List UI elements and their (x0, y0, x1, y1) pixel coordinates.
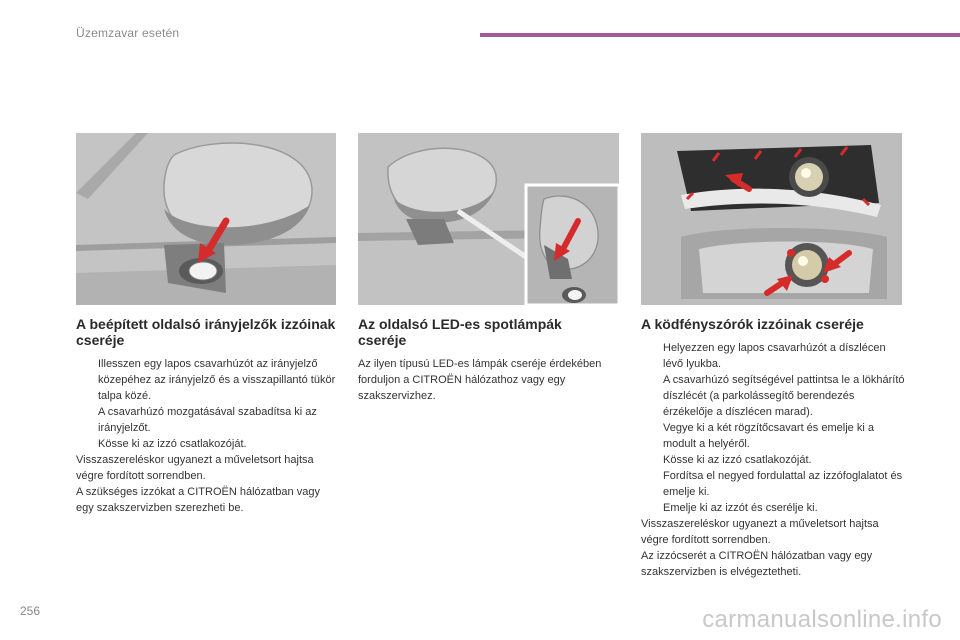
step-text: Illesszen egy lapos csavarhúzót az irányjelző közepéhez az irányjelző és a visszapillantó tükör talpa közé. (98, 358, 336, 402)
section-mirror-indicator (76, 316, 338, 516)
list-item (641, 468, 905, 500)
led-spotlamp-illustration (358, 133, 619, 305)
paragraph: A szükséges izzókat a CITROËN hálózatban vagy egy szakszervizben szerezheti be. (76, 486, 320, 514)
paragraph: Az izzócserét a CITROËN hálózatban vagy egy szakszervizben is elvégeztetheti. (641, 550, 873, 578)
step-text: A csavarhúzó mozgatásával szabadítsa ki az irányjelzőt. (98, 406, 317, 434)
list-item (76, 356, 338, 404)
section-title: A beépített oldalsó irányjelzők izzóinak cseréje (76, 316, 336, 348)
section-title: Az oldalsó LED-es spotlámpák cseréje (358, 316, 562, 348)
step-list (641, 340, 905, 516)
list-item (641, 372, 905, 420)
list-item (641, 452, 905, 468)
paragraph: Az ilyen típusú LED-es lámpák cseréje érdekében forduljon a CITROËN hálózathoz vagy egy szakszervizhez. (358, 358, 602, 402)
step-text: Emelje ki az izzót és cserélje ki. (663, 502, 818, 514)
fog-lamp-illustration (641, 133, 902, 305)
mirror-indicator-illustration (76, 133, 336, 305)
step-text: Helyezzen egy lapos csavarhúzót a díszlécen lévő lyukba. (663, 342, 886, 370)
step-text: Kösse ki az izzó csatlakozóját. (98, 438, 247, 450)
list-item (76, 436, 338, 452)
watermark: carmanualsonline.info (702, 606, 942, 633)
step-text: Fordítsa el negyed fordulattal az izzófoglalatot és emelje ki. (663, 470, 903, 498)
list-item (641, 500, 905, 516)
list-item (641, 420, 905, 452)
list-item (76, 404, 338, 436)
section-fog-lamp (641, 316, 905, 580)
step-text: A csavarhúzó segítségével pattintsa le a lökhárító díszlécét (a parkolássegítő berendezés érzékelője a díszlécen marad). (663, 374, 905, 418)
step-text: Kösse ki az izzó csatlakozóját. (663, 454, 812, 466)
step-text: Vegye ki a két rögzítőcsavart és emelje ki a modult a helyéről. (663, 422, 874, 450)
section-led-spotlamp (358, 316, 613, 404)
page-number: 256 (20, 604, 41, 618)
page-header-title: Üzemzavar esetén (76, 26, 180, 40)
header-accent-bar (480, 33, 960, 37)
paragraph: Visszaszereléskor ugyanezt a műveletsort hajtsa végre fordított sorrendben. (76, 454, 314, 482)
paragraph: Visszaszereléskor ugyanezt a műveletsort hajtsa végre fordított sorrendben. (641, 518, 879, 546)
list-item (641, 340, 905, 372)
step-list (76, 356, 338, 452)
section-title: A ködfényszórók izzóinak cseréje (641, 316, 864, 332)
